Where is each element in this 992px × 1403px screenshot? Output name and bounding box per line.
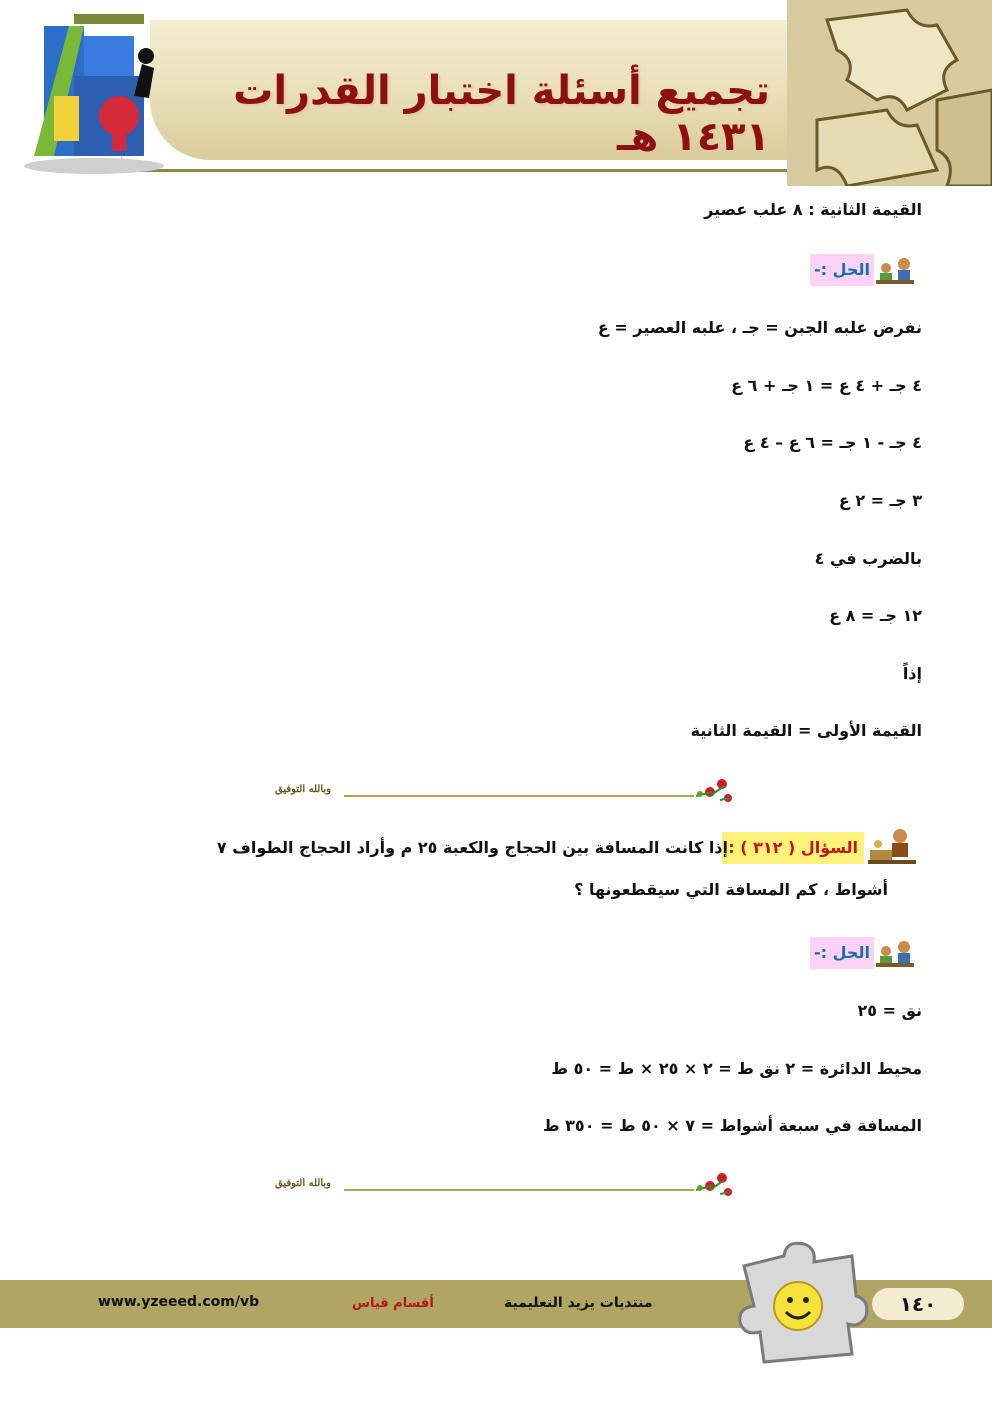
- smiley-puzzle-icon: [724, 1236, 872, 1366]
- solution-line: بالضرب في ٤: [814, 549, 922, 568]
- solution-line: ٤ جـ - ١ جـ = ٦ ع – ٤ ع: [743, 433, 922, 452]
- solution-line: المسافة في سبعة أشواط = ٧ × ٥٠ ط = ٣٥٠ ط: [542, 1116, 922, 1135]
- flower-icon: [690, 1168, 738, 1204]
- question-number-label: السؤال ( ٣١٢ ) :: [722, 832, 864, 864]
- students-icon: [874, 937, 916, 969]
- solution-line: نق = ٢٥: [857, 1001, 922, 1020]
- solution-line: إذاً: [902, 664, 922, 683]
- footer-section-label: أقسام قياس: [352, 1296, 434, 1311]
- teacher-icon: [866, 826, 918, 866]
- signature-divider: [258, 1168, 738, 1204]
- signature-divider: [258, 774, 738, 810]
- signature-text: وبالله التوفيق: [274, 784, 331, 795]
- solution-line: ١٢ جـ = ٨ ع: [829, 606, 922, 625]
- header-banner: [0, 0, 992, 186]
- divider-line: [344, 1189, 694, 1191]
- flower-icon: [690, 774, 738, 810]
- divider-line: [344, 795, 694, 797]
- solution-line: القيمة الأولى = القيمة الثانية: [690, 721, 922, 740]
- question-text-line-2: أشواط ، كم المسافة التي سيقطعونها ؟: [574, 880, 888, 899]
- solution-line: ٤ جـ + ٤ ع = ١ جـ + ٦ ع: [731, 376, 922, 395]
- signature-text: وبالله التوفيق: [274, 1178, 331, 1189]
- puzzle-pieces-icon: [787, 0, 992, 186]
- solution-line: نفرض علبه الجبن = جـ ، علبه العصير = ع: [597, 318, 922, 337]
- students-icon: [874, 254, 916, 286]
- solution-label: الحل :-: [810, 937, 874, 969]
- page-number: ١٤٠: [872, 1288, 964, 1320]
- solution-line: ٣ جـ = ٢ ع: [838, 491, 922, 510]
- footer-forum-name: منتديات يزيد التعليمية: [504, 1295, 653, 1311]
- footer-url-link[interactable]: www.yzeeed.com/vb: [98, 1294, 260, 1310]
- page-title: تجميع أسئلة اختبار القدرات ١٤٣١ هـ: [233, 68, 770, 160]
- second-value-line: القيمة الثانية : ٨ علب عصير: [704, 200, 922, 219]
- solution-line: محيط الدائرة = ٢ نق ط = ٢ × ٢٥ × ط = ٥٠ ط: [551, 1059, 922, 1078]
- solution-label: الحل :-: [810, 254, 874, 286]
- question-text-line-1: إذا كانت المسافة بين الحجاج والكعبة ٢٥ م وأراد الحجاج الطواف ٧: [216, 838, 728, 857]
